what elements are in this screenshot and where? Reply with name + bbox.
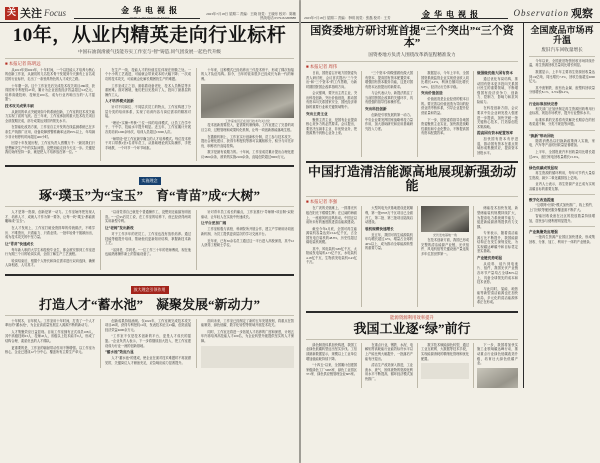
sidebar-top-subhead: 废旧汽车回收量增长: [541, 47, 583, 53]
rt-sub-1-title: 突出科技创新: [365, 107, 387, 111]
sidebar-top-p1: 数据显示，上半年主要再生资源回收量达到1.9亿吨，同比增长7.3%，回收总值超过6000亿元。: [529, 69, 595, 84]
rt-p-4: 数据显示，今年上半年，全国国资系统监管企业实现营业收入同比增长4.2%，利润总额同比增长5.8%，经济运行总体平稳。: [421, 71, 469, 89]
section-badge: [3, 5, 70, 22]
issue-line-right: 2023年7月18日 星期二 责编：李明 视觉：张磊 校对：王芳: [304, 15, 391, 20]
right-sidebar: [523, 23, 600, 388]
right-top-body: [301, 71, 523, 157]
rt-sub-2-title: 突出价值创造: [421, 91, 443, 96]
lead-sub-1-p0: 针对不同岗位、不同层次员工的特点，工作室构建了分层分类的培训体系，实现了培训内容与岗位需求的精准对接。: [105, 105, 191, 119]
rt-sub-2-p0: 价值创造是企业经营的根本目的。要完善以价值创造为导向的经营业绩考核体系，引导企业提升经营质量和效益。: [421, 97, 469, 115]
mid-article-left: [0, 167, 299, 210]
right-top-headline: 国资委地方研讨班首提“三个突出”“三个资本”: [310, 25, 514, 49]
rm-p-3: 大型风电光伏基地建设进展顺利，第一批9705万千瓦项目已全面开工，第二批、第三批项目陆续启动建设。: [365, 206, 413, 225]
lead-p-3: 在生产一线，技能人才的价值往往体现在细微之处。一个小小的工艺改进，可能就会带来成本的大幅下降；一次成功的技术攻关，可能就会化解长期困扰生产的难题。: [105, 67, 191, 82]
sidebar-item-1-title: “换新”带动回收: [529, 133, 555, 138]
bottom-headline: 打造人才“蓄水池” 凝聚发展“新动力”: [38, 296, 260, 312]
right-top-subhead: 国资委地方负责人围绕改革新征程精准发力: [368, 51, 456, 57]
right-layout: [301, 23, 600, 388]
paper-title-left: [121, 5, 178, 20]
lead-headline: 10年，从业内精英走向行业标杆: [12, 25, 287, 46]
lead-sub-0-p0: 从最初的单点突破到如今的系统创新，工作室的技术攻关能力实现了质的飞跃。近三年来，工作室承担的重大技术攻关项目全部按期完成，部分成果达到国内领先水平。: [5, 109, 95, 123]
mid-p-3: 针对青年员工成长的痛点，工作室推行“导师制+项目制”双轮驱动，让年轻人在实战中快速成长。: [201, 210, 294, 219]
right-mid-photo-caption: 光伏发电基地一角: [432, 233, 457, 238]
paper-sub: JINHUA TELEVISION NEWS: [129, 16, 170, 20]
right-main: [301, 23, 523, 388]
rm-p-6: 专家表示，随着清洁能源占比不断提升，我国能源结构正在发生深刻变化，为实现碳达峰碳中和目标奠定坚实基础。: [477, 231, 518, 254]
rm-p-5: 储能技术加快发展，新型储能装机规模持续扩大，为提高电力系统调节能力、促进新能源消纳提供有力支撑。: [477, 206, 518, 229]
mid-col-2: [100, 210, 191, 269]
mid-col-1: [5, 210, 95, 269]
lead-p-9: 数字是最有说服力的。十年间，工作室成员累计提出合理化建议3800余条，被采纳实施2100余条，直接创效超过8000万元。: [201, 150, 294, 159]
rt-sub-3-p0: 通过优化布局结构，推动国有资本更多投向关系国计民生的重要领域，不断增强国有经济竞争力、创新力、控制力、影响力和抗风险能力。: [477, 77, 518, 104]
mid-sub-2-p0: 工作室积极与高校、科研院所开展合作，建立产学研用协同创新机制，为员工提供更高层次的学习交流平台。: [201, 227, 294, 236]
right-masthead: [301, 0, 600, 23]
lead-p-6: 十年来，这种模式已经培养出三代技术骨干，形成了梯次衔接的人才队伍结构。如今，当年的徒弟很多已经成长为新一代的师傅。: [201, 67, 294, 82]
lead-sub-1-title: 人才培养模式创新: [105, 99, 134, 104]
rt-sub-4-p0: 加快国有资本有序进退，推动国有资本在重点领域形成集聚效应，提高资本回报水平。: [477, 137, 518, 155]
mid-sub-0-title: 让“青苗”快速成长: [5, 241, 34, 246]
rm-col-2: [361, 206, 413, 306]
rm-p-4: 在技术创新方面，我国已形成完整的清洁能源产业链，光伏组件、风电机组等关键设备产量连续多年位居世界第一。: [421, 238, 469, 256]
rb-p-4: 数字技术赋能绿色转型，通过工业互联网、大数据等技术手段，实现能源消耗的精细化管理和优化配置。: [421, 342, 469, 361]
sidebar-item-3-title: 数字化改造提速: [529, 198, 555, 203]
rb-col-4: [473, 343, 518, 388]
mid-p-1: 在人才发现上，工作室打破论资排辈的传统做法，不唯学历、不唯资历，只看能力、只看业绩。一批年轻骨干脱颖而出，成为技术攻关的中坚力量。: [5, 225, 95, 240]
mid-sub-0-p0: 每年新入职的大学生和技校毕业生，都会被安排到工作室进行为期三个月的轮岗实训，全面了解生产工艺流程。: [5, 247, 95, 257]
rm-p-0: 在广袤的戈壁滩上，一排排光伏板在阳光下熠熠生辉；在辽阔的海面上，一座座风机迎风转动。中国正以前所未有的速度推进清洁能源建设。: [306, 206, 358, 225]
paper-title-right: [422, 9, 479, 20]
bottom-col-3: [196, 319, 294, 368]
mid-tag: 实施理念: [139, 177, 161, 185]
rb-p-1: “十四五”以来，全国累计创建国家级绿色工厂5095家、绿色工业园区371家、绿色供应链管理企业605家。: [306, 363, 357, 377]
right-bottom-body: [301, 343, 523, 388]
mid-sub-2-p1: 近年来，已有30余名员工通过这一平台进入高校深造，其中12人获得工程硕士学位。: [201, 238, 294, 248]
bottom-body-region: [0, 319, 299, 368]
section-badge-right: [512, 5, 598, 22]
rb-p-5: 下一步，我国将加快实施工业领域碳达峰行动，推动重点行业绿色低碳改造升级，培育壮大绿色低碳产业。: [477, 342, 518, 366]
right-mid-article: [301, 163, 523, 206]
lead-subhead: 中国石油润滑液气技能夯实工作室与“智”铸造,同气团发展一起色代升级: [77, 48, 222, 54]
rm-p-7: 与此同时，氢能、地热能等新型清洁能源也在加快布局，多元化的清洁能源体系正在形成。: [477, 286, 518, 305]
lead-p-2: 回望十年发展历程，工作室负责人感慨万千：“最初我们只是想解决生产中的实际问题，没想到能走到今天这一步。关键是我们始终坚持一条，就是把人才培养放在第一位。”: [5, 141, 95, 155]
mid-p-0: 人才是第一资源，创新是第一动力。工作室始终把发现人才、培养人才、成就人才作为第一要务，让每一块“璞玉”都能被雕琢成“宝玉”。: [5, 210, 95, 224]
mid-body-region: [0, 210, 299, 269]
rt-col-1: [306, 71, 357, 157]
rb-p-3: 清洁生产改造深入推进，工业废水、废气、固体废物的资源化利用水平不断提高，循环经济模式加快推广。: [365, 363, 413, 381]
bottom-col-1: [5, 319, 95, 368]
rt-sub-3-title: 做强做优做大国有资本: [477, 71, 513, 76]
bottom-p-5: 面向未来，工作室已经制定了新的五年发展规划，将重点在智能制造、绿色低碳、数字化转型等领域开展技术攻关。: [201, 318, 294, 328]
sidebar-top-p0: 今年以来，全国废旧物资回收市场持续升温，再生资源回收总量同比增长明显。: [529, 58, 595, 68]
rm-col-4: [473, 206, 518, 306]
lead-p-7: 技术创新需要投入，更需要机制保障。工作室建立了完善的项目立项、过程管理和成果转化机制，让每一项创新都能落地生根。: [201, 123, 294, 133]
lead-p-4: 工作室成立之初，面临着设备老化、技术人员断层等多重困难。面对困境，他们把目光投向了人，投向了最基层的操作工人。: [105, 83, 191, 97]
lead-p-8: 在激励机制上，工作室实行创新积分制，员工参与技术攻关、提出合理化建议、获得专利授权等都可以累积积分，积分与评先评优、职称晋升直接挂钩。: [201, 134, 294, 148]
rm-col-1: [306, 206, 357, 306]
right-top-byline: ■ 本报记者 周伟: [306, 64, 338, 70]
rt-col-3: [417, 71, 469, 157]
rt-p-3: 与会代表认为，新提法抓住了当前国资国企改革的关键环节，具有很强的指导性和操作性。: [365, 91, 413, 105]
rm-p-2: 其中，风电装机3.89亿千瓦，太阳能发电装机4.71亿千瓦，水电装机4.18亿千瓦，生物质发电装机0.43亿千瓦。: [306, 246, 357, 265]
rb-info-box: [421, 363, 469, 379]
bottom-p-6: 同时，工作室还将进一步拓展人才培养的广度和深度，计划五年内再培养高技能人才200名，为企业转型升级提供坚实的人才保障。: [201, 329, 294, 344]
sidebar-item-0-p0: 相关部门正加快制定再生资源回收利用行业标准，规范市场秩序，提升行业整体水平。: [529, 106, 595, 116]
mid-headline: 琢“璞玉”为“宝玉” 育“青苗”成“大树”: [38, 188, 260, 204]
mid-sub-2-title: 让平台更加广阔: [201, 221, 227, 226]
bottom-col-2: [100, 319, 191, 368]
right-page: [301, 0, 600, 463]
rm-sub-0-title: 装机规模快速增长: [365, 226, 394, 231]
rt-sub-4-title: 提高国有资本配置效率: [477, 131, 513, 136]
right-bottom-headline: 我国工业逐“绿”前行: [353, 320, 471, 336]
mid-sub-1-p0: 对于工作多年的老员工，工作室也没有放松培养。通过技能等级提升培训，帮助他们更新知识结构、掌握新技术新工艺。: [105, 231, 191, 246]
rt-sub-0-title: 突出主责主业: [306, 111, 328, 116]
lead-photo-caption: 工作室成员正在进行技术攻关讨论: [224, 118, 270, 123]
rt-p-6: 在科技创新方面，会议要求中央企业研发投入强度进一步提高，加快突破一批关键核心技术，打造原创技术策源地。: [477, 106, 518, 129]
bottom-tag: 放大理念引领作用: [131, 286, 169, 294]
rt-sub-0-p0: 聚焦主责主业，是国有企业提高核心竞争力的必然要求。会议提出，要坚决压减非主业、非优势业务，把资源集中到核心业务上来。: [306, 117, 358, 136]
left-masthead: [0, 0, 299, 23]
mid-sub-0-p1: 轮岗结束后，根据个人特长和岗位需求进行双向选择，确保人岗相适、人尽其才。: [5, 258, 95, 268]
rt-p-0: 日前，国资委召开地方国资委负责人研讨班，会议首次提出“三个突出”和“三个资本”的工作思路，为新时期国资国企改革指明方向。: [306, 71, 358, 89]
sidebar-item-4-title: 产业集聚效应增强: [529, 230, 558, 235]
paper-name: 金 华 电 视 报: [121, 6, 178, 15]
bottom-p-2: 更重要的是，工作室的辐射带动作用不断增强。以工作室为核心，企业已建成12个分中心，覆盖所有主要生产单元。: [5, 345, 95, 355]
sidebar-item-0-title: 行业标准加快完善: [529, 101, 558, 106]
rm-p-1: 截至今年6月底，全国可再生能源装机容量达到13.22亿千瓦，占全国发电总装机的48.8%，历史性超过煤电装机规模。: [306, 226, 357, 245]
bottom-info-box: [201, 346, 294, 368]
left-page: [0, 0, 299, 463]
lead-article: [0, 23, 299, 68]
rt-p-1: 会议强调，要突出主责主业，突出科技创新，突出价值创造，推动国有资本向关系国家安全、国民经济命脉的重要行业和关键领域集中。: [306, 91, 358, 109]
rb-col-2: [361, 343, 413, 388]
sidebar-item-3-p0: “互联网+回收”模式加快推广，线上预约、上门回收等便民服务覆盖面不断扩大。: [529, 203, 595, 212]
rt-col-4: [473, 71, 518, 157]
badge-char: 关: [6, 7, 16, 18]
rt-p-2: “三个资本”即做强做优做大国有资本、提高国有资本配置效率、增强国有资本服务功能，这是对国有资本运营提出的新要求。: [365, 71, 413, 89]
right-bottom-kicker: 能源资源利用效率提升: [390, 314, 434, 320]
right-top-article: [301, 23, 523, 71]
rb-col-3: [417, 343, 469, 388]
rm-sub-1-p0: 从硅料、硅片到电池片、组件，我国光伏产业链各环节产量均占全球80%以上，具备全球领先的成本和技术优势。: [477, 261, 518, 285]
mid-p-2: “以前觉得自己就是个普通操作工，没想到还能搞发明创造。”一位95后员工说，在工作室的培养下，他已经获得两项实用新型专利。: [105, 210, 191, 224]
rt-p-5: 下一步，国资委将指导各地国资委聚焦主业实业，加快推进战略性重组和专业化整合，不断提高国有资本配置效率。: [421, 117, 469, 136]
right-bottom-article: [301, 313, 523, 343]
rt-sub-1-p0: 创新是引领发展的第一动力。中央企业要发挥国家战略科技力量作用，加大基础研究和应用基础研究投入力度。: [365, 113, 413, 131]
lead-p-0: 从2013年到2023年，十年时间，一个以技能人才培养为核心的创新工作室，从最初的几名技术骨干发展到今天拥有上百名成员的行业标杆，走出了一条独具特色的人才成长之路。: [5, 67, 95, 82]
lead-col-1: [5, 68, 95, 161]
sidebar-item-2-p0: 再生资源的循环利用，每年可节约大量原生资源，减少二氧化碳排放上亿吨。: [529, 171, 595, 180]
sidebar-item-1-p1: 上半年，全国报废汽车回收量同比增长超过20%，废旧家电回收量增长15.6%。: [529, 149, 595, 159]
mid-col-3: [196, 210, 294, 269]
sidebar-top-headline: 全国废品市场再升温: [530, 25, 594, 45]
right-mid-byline: ■ 本报记者 李强: [306, 199, 338, 205]
sidebar-item-2-title: 绿色低碳成效显现: [529, 166, 558, 171]
lead-byline: ■ 本报记者 陈明远: [5, 60, 41, 66]
lead-col-3: [196, 68, 294, 161]
rb-photo: [477, 368, 518, 388]
bottom-p-3: 创新成果持续涌现。仅2022年，工作室就完成技术攻关项目48项，获得专利授权11项，发表技术论文23篇，创造直接经济效益4600余万元。: [105, 318, 191, 332]
bottom-sub-0-p0: 人才“蓄水池”的建成，使企业在面对技术难题时不再捉襟见肘，关键岗位人才储备充足，应急响应能力显著提升。: [105, 356, 191, 365]
section-name-cn-right: 观察: [571, 8, 593, 20]
right-mid-headline: 中国打造清洁能源高地展现新强劲动能: [307, 164, 516, 194]
lead-sub-0-p1: 在智能化改造方面，工作室自主开发的在线监测系统已在多条生产线推广应用，设备故障预警准确率达到95%以上，年均减少非计划停机时间超过400小时。: [5, 125, 95, 139]
bottom-sub-0-title: “蓄水池”效应凸显: [105, 350, 134, 355]
lead-body-region: [0, 68, 299, 161]
sidebar-item-0-p1: 标准体系的完善将有效解决长期存在的回收渠道不畅、分类不规范等问题。: [529, 117, 595, 127]
bottom-p-1: 人才集聚效应日益显现。目前工作室拥有正式成员108人，其中高级技师23人、技师45人，省级以上技术能手9人，形成了结构合理、素质优良的人才梯队。: [5, 329, 95, 344]
mid-sub-1-title: 让“老树”发出新枝: [105, 225, 134, 230]
lead-p-5: “师带徒”是工作室最早确立的人才培养模式。每位技术骨干对口带教2至3名青年员工，从基础理论到实际操作，手把手地教，一个环节一个环节地抠。: [105, 136, 191, 150]
rb-col-1: [306, 343, 357, 388]
issue-line: 2023年7月18日 星期二 责编：王晓 视觉：王晓东 校对：陈敏 热线电话 0579-82268888: [206, 11, 296, 20]
sidebar-item-3-p1: 智能回收设备在社区的投放数量持续增加，居民参与便利度明显提升。: [529, 214, 595, 223]
bottom-article-left: [0, 276, 299, 319]
mid-sub-1-p1: “活到老，学到老。”一位工作三十年的老师傅说，现在他也能熟练操作新上的智能设备了。: [105, 247, 191, 257]
section-name-en-right: Observation: [513, 8, 569, 18]
section-name-cn: 关注: [20, 8, 42, 20]
rm-sub-1-title: 产业链优势明显: [477, 255, 503, 260]
sidebar-item-4-p0: 一批再生资源产业园区加快建设，形成集回收、分拣、加工、利用于一体的产业链条。: [529, 235, 595, 244]
rm-sub-0-p0: 近五年，我国可再生能源装机年均增长超过12%，增量占全球的40%以上，成为推动全球能源转型的重要力量。: [365, 232, 413, 251]
section-name-en: Focus: [44, 8, 66, 18]
rt-col-2: [361, 71, 413, 157]
lead-photo: [201, 84, 294, 118]
rb-p-0: 绿色制造体系加快构建，我国工业绿色低碳转型迈出坚实步伐。工信部最新数据显示，规模以上工业单位增加值能耗持续下降。: [306, 342, 358, 361]
lead-sub-0-title: 技术攻关成果丰硕: [5, 103, 34, 108]
lead-col-2: [100, 68, 191, 161]
sidebar-top-p2: 其中废钢铁、废有色金属、废塑料回收量分别增长8.1%、6.5%和9.2%。: [529, 85, 595, 95]
sidebar-item-1-p0: 随着消费品以旧换新政策深入实施，家电、汽车等产品的回收量显著增加。: [529, 138, 595, 148]
sidebar-item-2-p1: 业内人士表示，再生资源产业已成为实现双碳目标的重要支撑。: [529, 182, 595, 191]
rm-col-3: [417, 206, 469, 306]
bottom-p-0: 十年树木，百年树人。工作室用十年时间，打造了一个人才辈出的“蓄水池”，为企业高质量发展注入源源不断的新动力。: [5, 318, 95, 328]
rb-p-2: 在重点行业，钢铁、水泥、电解铝等高耗能行业能效标杆水平以上产能比例大幅提升，一批落后产能有序退出。: [365, 342, 413, 361]
lead-p-1: 十年磨一剑。这个工作室先后完成技术攻关项目286项，获得国家专利授权47项，累计为企业创造经济效益超过3.2亿元，培养高级技师、技师近200名，成为行业内响当当的“人才摇篮”。: [5, 83, 95, 102]
bottom-p-4: “工作室不仅是技术创新的平台，更是人才成长的摇篮。”企业负责人表示，下一步将继续加大投入，把工作室建设成为行业一流的创新基地。: [105, 334, 191, 348]
right-mid-photo: [421, 206, 469, 232]
right-mid-body: [301, 206, 523, 306]
paper-name-right: 金 华 电 视 报: [422, 10, 479, 19]
lead-sub-1-p1: “理论+实操+考核”三位一体的培训模式，让员工在学中干、干中学，技能水平提升明显。近五年，工作室累计开展各类培训1200余场次，培训人员超过15000人次。: [105, 120, 191, 134]
